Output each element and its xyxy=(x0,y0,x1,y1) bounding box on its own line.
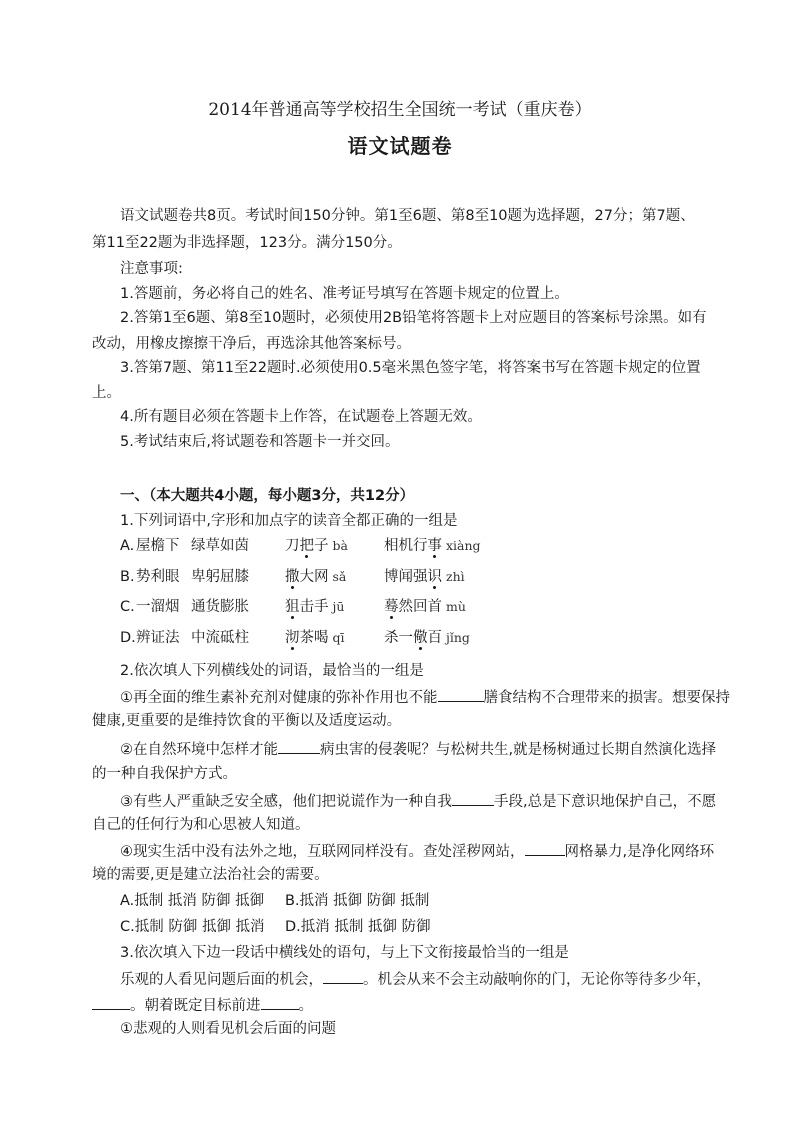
notes-heading: 注意事项: xyxy=(120,261,183,277)
option-word-2: 中流砥柱 xyxy=(191,630,249,646)
option-word-4: 相机行事 xiàng xyxy=(384,538,481,554)
question-2-option-b: B.抵消 抵御 防御 抵制 xyxy=(285,893,430,909)
fill-blank xyxy=(452,790,494,806)
option-word-3: 沏茶喝 qī xyxy=(285,630,345,646)
question-2-sentence-1-cont: 健康,更重要的是维持饮食的平衡以及适度运动。 xyxy=(92,713,402,729)
option-letter: D. xyxy=(120,630,136,646)
pinyin: bà xyxy=(332,538,348,553)
question-2-sentence-2: ②在自然环境中怎样才能 病虫害的侵袭呢？与松树共生,就是杨树通过长期自然演化选择 xyxy=(120,738,716,760)
note-5: 5.考试结束后,将试题卷和答题卡一并交回。 xyxy=(120,434,400,450)
option-word-1: 势利眼 xyxy=(136,569,180,585)
note-1: 1.答题前，务必将自己的姓名、准考证号填写在答题卡规定的位置上。 xyxy=(120,286,569,302)
pinyin: sǎ xyxy=(332,569,347,584)
intro-line-2: 第11至22题为非选择题，123分。满分150分。 xyxy=(92,235,402,251)
exam-title: 2014年普通高等学校招生全国统一考试（重庆卷） xyxy=(208,100,592,120)
pinyin: jū xyxy=(332,599,345,614)
note-4: 4.所有题目必须在答题卡上作答，在试题卷上答题无效。 xyxy=(120,409,482,425)
question-2-sentence-2-cont: 的一种自我保护方式。 xyxy=(92,766,237,782)
question-2-sentence-1: ①再全面的维生素补充剂对健康的弥补作用也不能 膳食结构不合理带来的损害。想要保持 xyxy=(120,686,730,708)
option-word-2: 通货膨胀 xyxy=(191,599,249,615)
fill-blank xyxy=(525,840,565,856)
option-word-1: 一溜烟 xyxy=(136,599,180,615)
dotted-char: 撒 xyxy=(285,569,300,585)
question-2-sentence-3-cont: 自己的任何行为和心思被人知道。 xyxy=(92,817,310,833)
exam-subtitle: 语文试题卷 xyxy=(347,134,453,158)
option-word-1: 屋檐下 xyxy=(136,538,180,554)
pinyin: qī xyxy=(332,630,345,645)
question-2-stem: 2.依次填人下列横线处的词语，最恰当的一组是 xyxy=(120,663,424,679)
fill-blank xyxy=(92,994,130,1010)
question-2-option-a: A.抵制 抵消 防御 抵御 xyxy=(120,893,265,909)
question-2-option-d: D.抵消 抵制 抵御 防御 xyxy=(285,919,431,935)
dotted-char: 把 xyxy=(299,538,314,554)
pinyin: xiàng xyxy=(446,538,481,553)
question-3-passage-line-2: 。朝着既定目标前进 。 xyxy=(92,994,313,1016)
fill-blank xyxy=(261,994,299,1010)
dotted-char: 狙 xyxy=(285,599,300,615)
option-word-2: 卑躬屈膝 xyxy=(191,569,249,585)
dotted-char: 事 xyxy=(427,538,442,554)
pinyin: zhì xyxy=(446,569,465,584)
fill-blank xyxy=(278,738,320,754)
option-word-1: 辨证法 xyxy=(136,630,180,646)
fill-blank xyxy=(438,686,484,702)
option-word-4: 蓦然回首 mù xyxy=(384,599,466,615)
option-word-3: 撒大网 sǎ xyxy=(285,569,347,585)
question-1-stem: 1.下列词语中,字形和加点字的读音全都正确的一组是 xyxy=(120,513,458,529)
option-letter: C. xyxy=(120,599,135,615)
question-2-sentence-3: ③有些人严重缺乏安全感，他们把说谎作为一种自我 手段,总是下意识地保护自己，不愿 xyxy=(120,790,716,812)
option-letter: A. xyxy=(120,538,135,554)
dotted-char: 沏 xyxy=(285,630,300,646)
question-3-item-1: ①悲观的人则看见机会后面的问题 xyxy=(120,1021,336,1037)
note-2-line-1: 2.答第1至6题、第8至10题时，必须使用2B铅笔将答题卡上对应题目的答案标号涂黑。如有 xyxy=(120,310,707,326)
option-letter: B. xyxy=(120,569,135,585)
question-3-stem: 3.依次填入下边一段话中横线处的语句，与上下文衔接最恰当的一组是 xyxy=(120,945,569,961)
option-word-4: 博闻强识 zhì xyxy=(384,569,465,585)
note-3-line-2: 上。 xyxy=(92,385,121,401)
note-2-line-2: 改动，用橡皮擦擦干净后，再选涂其他答案标号。 xyxy=(92,336,411,352)
intro-line-1: 语文试题卷共8页。考试时间150分钟。第1至6题、第8至10题为选择题，27分；第7题、 xyxy=(120,208,695,224)
option-word-3: 狙击手 jū xyxy=(285,599,345,615)
dotted-char: 儆 xyxy=(413,630,428,646)
dotted-char: 蓦 xyxy=(384,599,399,615)
pinyin: mù xyxy=(446,599,466,614)
section-1-heading: 一、（本大题共4小题，每小题3分，共12分） xyxy=(120,488,415,504)
question-2-sentence-4: ④现实生活中没有法外之地，互联网同样没有。查处淫秽网站， 网格暴力,是净化网络环 xyxy=(120,840,714,862)
fill-blank xyxy=(323,968,363,984)
question-2-option-c: C.抵制 防御 抵御 抵消 xyxy=(120,919,265,935)
option-word-2: 绿草如茵 xyxy=(191,538,249,554)
option-word-3: 刀把子 bà xyxy=(285,538,348,554)
pinyin: jǐng xyxy=(446,630,470,645)
option-word-4: 杀一儆百 jǐng xyxy=(384,630,470,646)
dotted-char: 识 xyxy=(427,569,442,585)
question-3-passage-line-1: 乐观的人看见问题后面的机会， 。机会从来不会主动敲响你的门，无论你等待多少年， xyxy=(120,968,711,990)
note-3-line-1: 3.答第7题、第11至22题时.必须使用0.5毫米黑色签字笔，将答案书写在答题卡规定的位置 xyxy=(120,360,701,376)
question-2-sentence-4-cont: 境的需要,更是建立法治社会的需要。 xyxy=(92,867,329,883)
